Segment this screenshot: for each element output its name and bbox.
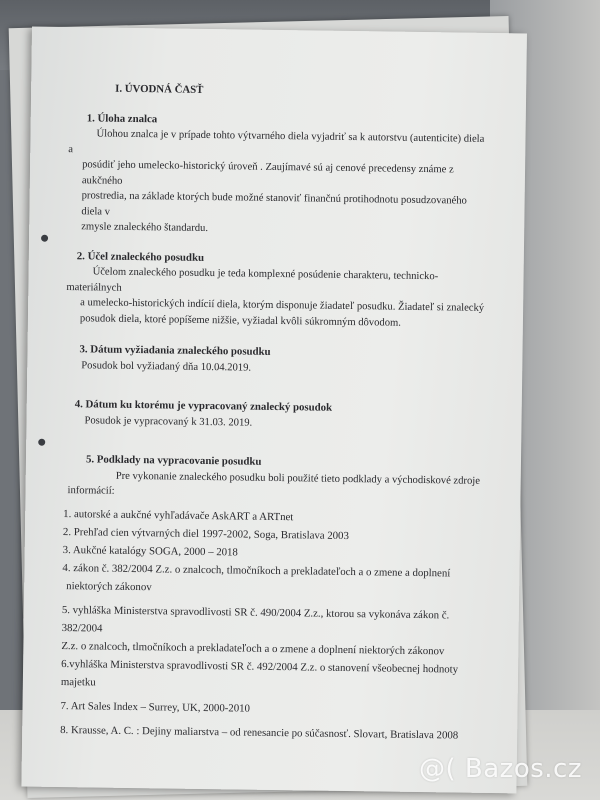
list-item: 6.vyhláška Ministerstva spravodlivosti SR č. 492/2004 Z.z. o stanovení všeobecnej hodnoty xyxy=(61,657,459,676)
text-line: posudok diela, ktoré popíšeme nižšie, vyžiadal kvôli súkromným dôvodom. xyxy=(79,312,402,329)
section-1 xyxy=(67,111,489,241)
text-line: Účelom znaleckého posudku je teda komplexné posúdenie charakteru, technicko-materiálnych xyxy=(66,266,439,294)
section-heading: 1. Úloha znalca xyxy=(86,111,158,125)
list-item: 1. autorské a aukčné vyhľadávače AskART a ARTnet xyxy=(63,507,294,523)
section-2 xyxy=(66,249,487,332)
section-4 xyxy=(64,397,484,434)
text-line: Úlohou znalca je v prípade tohto výtvarného diela vyjadriť sa k autorstvu (autenticite) diela a xyxy=(68,128,485,155)
list-item: 5. vyhláška Ministerstva spravodlivosti SR č. 490/2004 Z.z., ktorou sa vykonáva zákon č. 382/2004 xyxy=(61,603,450,635)
document-page xyxy=(21,27,527,794)
list-item: 3. Aukčné katalógy SOGA, 2000 – 2018 xyxy=(62,543,238,558)
list-item: 4. zákon č. 382/2004 Z.z. o znalcoch, tlmočníkoch a prekladateľoch a o zmene a doplnení xyxy=(62,561,451,579)
punch-hole xyxy=(41,235,48,242)
text-line: prostredia, na základe ktorých bude možné stanoviť finančnú protihodnotu posudzovaného diela v xyxy=(81,190,467,218)
section-heading: 4. Dátum ku ktorému je vypracovaný znalecký posudok xyxy=(74,398,333,414)
section-3 xyxy=(65,342,485,379)
bazos-watermark: @( Bazos.cz xyxy=(419,754,582,784)
list-item: 7. Art Sales Index – Surrey, UK, 2000-2010 xyxy=(60,699,251,715)
text-line: a umelecko-historických indícií diela, ktorým disponuje žiadateľ posudku. Žiadateľ si znalecký xyxy=(80,297,485,314)
text-line: Pre vykonanie znaleckého posudku boli použité tieto podklady a východiskové zdroje xyxy=(115,470,481,487)
list-item: 2. Prehľad cien výtvarných diel 1997-2002, Soga, Bratislava 2003 xyxy=(62,525,349,542)
list-item-continuation: Z.z. o znalcoch, tlmočníkoch a prekladateľoch a o zmene a doplnení niektorých zákonov xyxy=(61,639,445,657)
text-line: zmysle znaleckého štandardu. xyxy=(81,221,209,235)
text-line: posúdiť jeho umelecko-historický úroveň . Zaujímavé sú aj cenové precedensy známe z aukčného xyxy=(81,159,454,187)
document-content xyxy=(60,81,489,744)
list-item-continuation: majetku xyxy=(60,675,96,688)
text-line: Posudok je vypracovaný k 31.03. 2019. xyxy=(84,414,253,429)
section-heading: 2. Účel znaleckého posudku xyxy=(76,249,205,264)
list-item-continuation: niektorých zákonov xyxy=(66,579,152,593)
document-title: I. ÚVODNÁ ČASŤ xyxy=(115,82,204,96)
section-heading: 3. Dátum vyžiadania znaleckého posudku xyxy=(79,343,271,358)
sources-list xyxy=(60,505,483,745)
list-item: 8. Krausse, A. C. : Dejiny maliarstva – od renesancie po súčasnosť. Slovart, Bratislava 2008 xyxy=(60,723,459,742)
text-line: informácií: xyxy=(67,485,115,497)
section-heading: 5. Podklady na vypracovanie posudku xyxy=(85,453,262,468)
section-5 xyxy=(63,452,484,504)
text-line: Posudok bol vyžiadaný dňa 10.04.2019. xyxy=(81,359,252,374)
punch-hole xyxy=(38,439,45,446)
